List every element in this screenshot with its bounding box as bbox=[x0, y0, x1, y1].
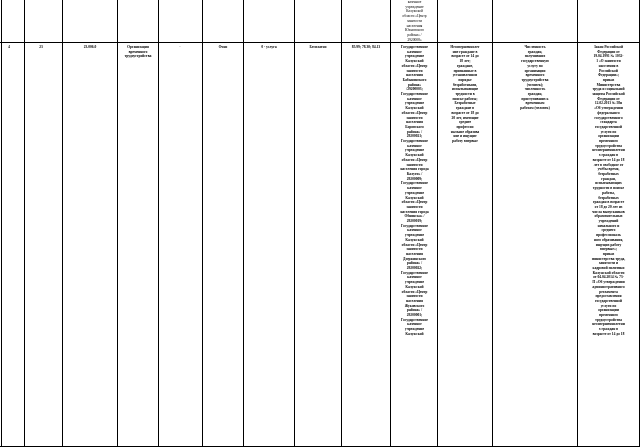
service-name: Организация временного трудоустройства bbox=[124, 45, 152, 59]
col-border bbox=[437, 0, 438, 447]
payment-type: Бесплатно bbox=[309, 45, 327, 49]
col-border bbox=[577, 0, 578, 447]
institutions-list: Государственное казенное учреждение Калужской области «Центр занятости населения Бабынинского района» /29200003; Государственное казенное учреждение Калужской области «Центр занятости населения Боровского района» / 29200021; Государственное казенное учреждение Калужской области «Центр занятости населения города Калуги» / 29200009; Государственное казенное учреждение Калужской области «Центр занятости населения города Обнинска» / 29200019; Государственное казенное учреждение Калужской области «Центр занятости населения Дзержинского района» / 29200022; Государственное казенное учреждение Калужской области «Центр занятости населения Жуковского района» / 29200001; Государственное казенное учреждение Калужской bbox=[400, 45, 429, 336]
previous-row-institutions-fragment: казенное учреждение Калужской области «Центр занятости населения Юхновского района» / 2920008» bbox=[402, 0, 427, 42]
service-type: 0 - услуга bbox=[261, 45, 277, 49]
consumer-categories: Несовершеннолет ние граждане в возрасте от 14 до 18 лет; граждане, признанные в установленном порядке безработными, испытывающие трудности в поиске работы; Безработные граждане в возрасте от 18 до 20 лет, имеющие среднее профессио нальное образова ние и ищущие работу впервые bbox=[450, 45, 480, 144]
row-divider-top bbox=[0, 42, 640, 43]
col-border bbox=[62, 0, 63, 447]
col-border bbox=[1, 0, 2, 447]
col-border bbox=[243, 0, 244, 447]
col-border bbox=[158, 0, 159, 447]
col-border bbox=[390, 0, 391, 447]
okved-codes: 85.99; 78.30; 84.13 bbox=[351, 45, 381, 49]
col-border bbox=[24, 0, 25, 447]
col-border bbox=[117, 0, 118, 447]
col-border bbox=[202, 0, 203, 447]
col-border bbox=[294, 0, 295, 447]
service-indicator: Численность граждан, получивших государственную услугу по организации временного трудоустройства (человек); численность граждан, приступивших к временным работам (человек) bbox=[520, 45, 550, 111]
row-number: 4 bbox=[8, 45, 10, 49]
legal-basis: Закон Российской Федерации от 19.04.1991 № 1032- 1 «О занятости населения в Российской Федерации»; приказ Министерства труда и социальной защиты Российской Федерации от 12.02.2013 № 58н «Об утверждении федерального государственного стандарта государственной услуги по организации временного трудоустройства несовершеннолетни х граждан в возрасте от 14 до 18 лет в свободное от учёбы время, безработных граждан, испытывающих трудности в поиске работы, безработных граждан в возрасте от 18 до 20 лет из числа выпускников образовательных учреждений начального и среднего профессиональ ного образования, ищущих работу впервые»; приказ министерства труда, занятости и кадровой политики Калужской области от 04.04.2014 № 73- П «Об утверждении административного регламента предоставления государственной услуги по организации временного трудоустройства несовершеннолетни х граждан в возрасте от 14 до 18 bbox=[591, 45, 626, 336]
registry-number: 23 bbox=[39, 45, 43, 49]
col-border bbox=[341, 0, 342, 447]
service-code: 23.006.0 bbox=[83, 45, 97, 49]
empty-field-dash: - bbox=[179, 45, 181, 49]
col-border bbox=[492, 0, 493, 447]
delivery-form: Очно bbox=[218, 45, 228, 49]
